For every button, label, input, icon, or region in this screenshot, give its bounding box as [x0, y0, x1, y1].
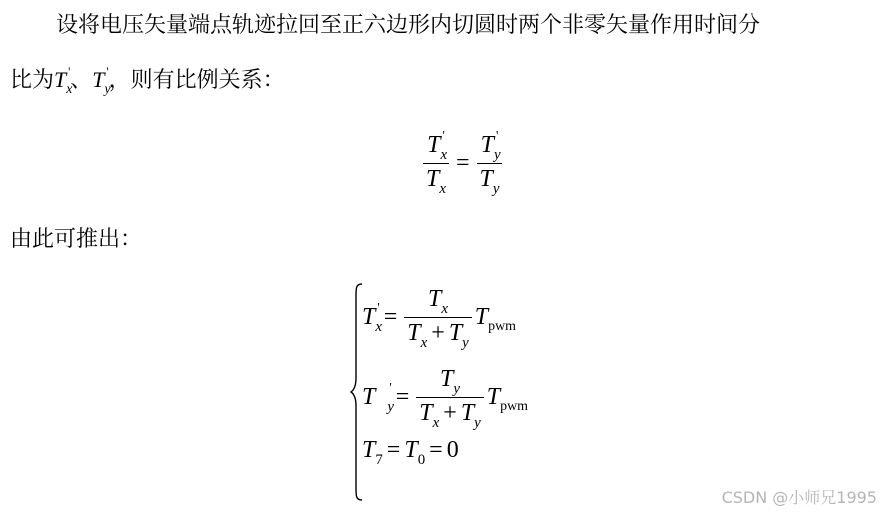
fraction-tx-ratio: $\frac{T_x'}{T_x}$: [423, 130, 449, 197]
equation-ty-prime: T $_y$' = $\frac{T_y}{T_x + T_y}$ $T_{pwm}$: [362, 366, 528, 431]
equals-sign: =: [455, 150, 470, 176]
paragraph-derivation: [10, 226, 142, 254]
csdn-watermark: CSDN @小师兄1995: [721, 488, 877, 507]
ratio-equation: [420, 130, 505, 197]
ratio-suffix-text: ，则有比例关系：: [108, 68, 285, 93]
derivation-text: 由此可推出：: [10, 227, 143, 252]
equation-system: [350, 282, 580, 502]
paragraph-ratio-intro: [10, 66, 285, 97]
paragraph-intro: [56, 12, 760, 40]
equation-t7-t0: $T_7$ = $T_0$ = 0: [362, 437, 459, 468]
fraction-ty-ratio: $\frac{T_y'}{T_y}$: [477, 130, 503, 197]
symbol-ty-prime: $T_y'$: [92, 65, 111, 97]
ratio-prefix-text: 比为: [10, 68, 55, 93]
ratio-separator: 、: [70, 68, 93, 93]
equation-tx-prime: $T_x'$ = $\frac{T_x}{T_x + T_y}$ $T_{pwm}$: [362, 286, 516, 351]
intro-text: 设将电压矢量端点轨迹拉回至正六边形内切圆时两个非零矢量作用时间分: [56, 13, 761, 38]
symbol-tx-prime: $T_x'$: [54, 65, 73, 97]
